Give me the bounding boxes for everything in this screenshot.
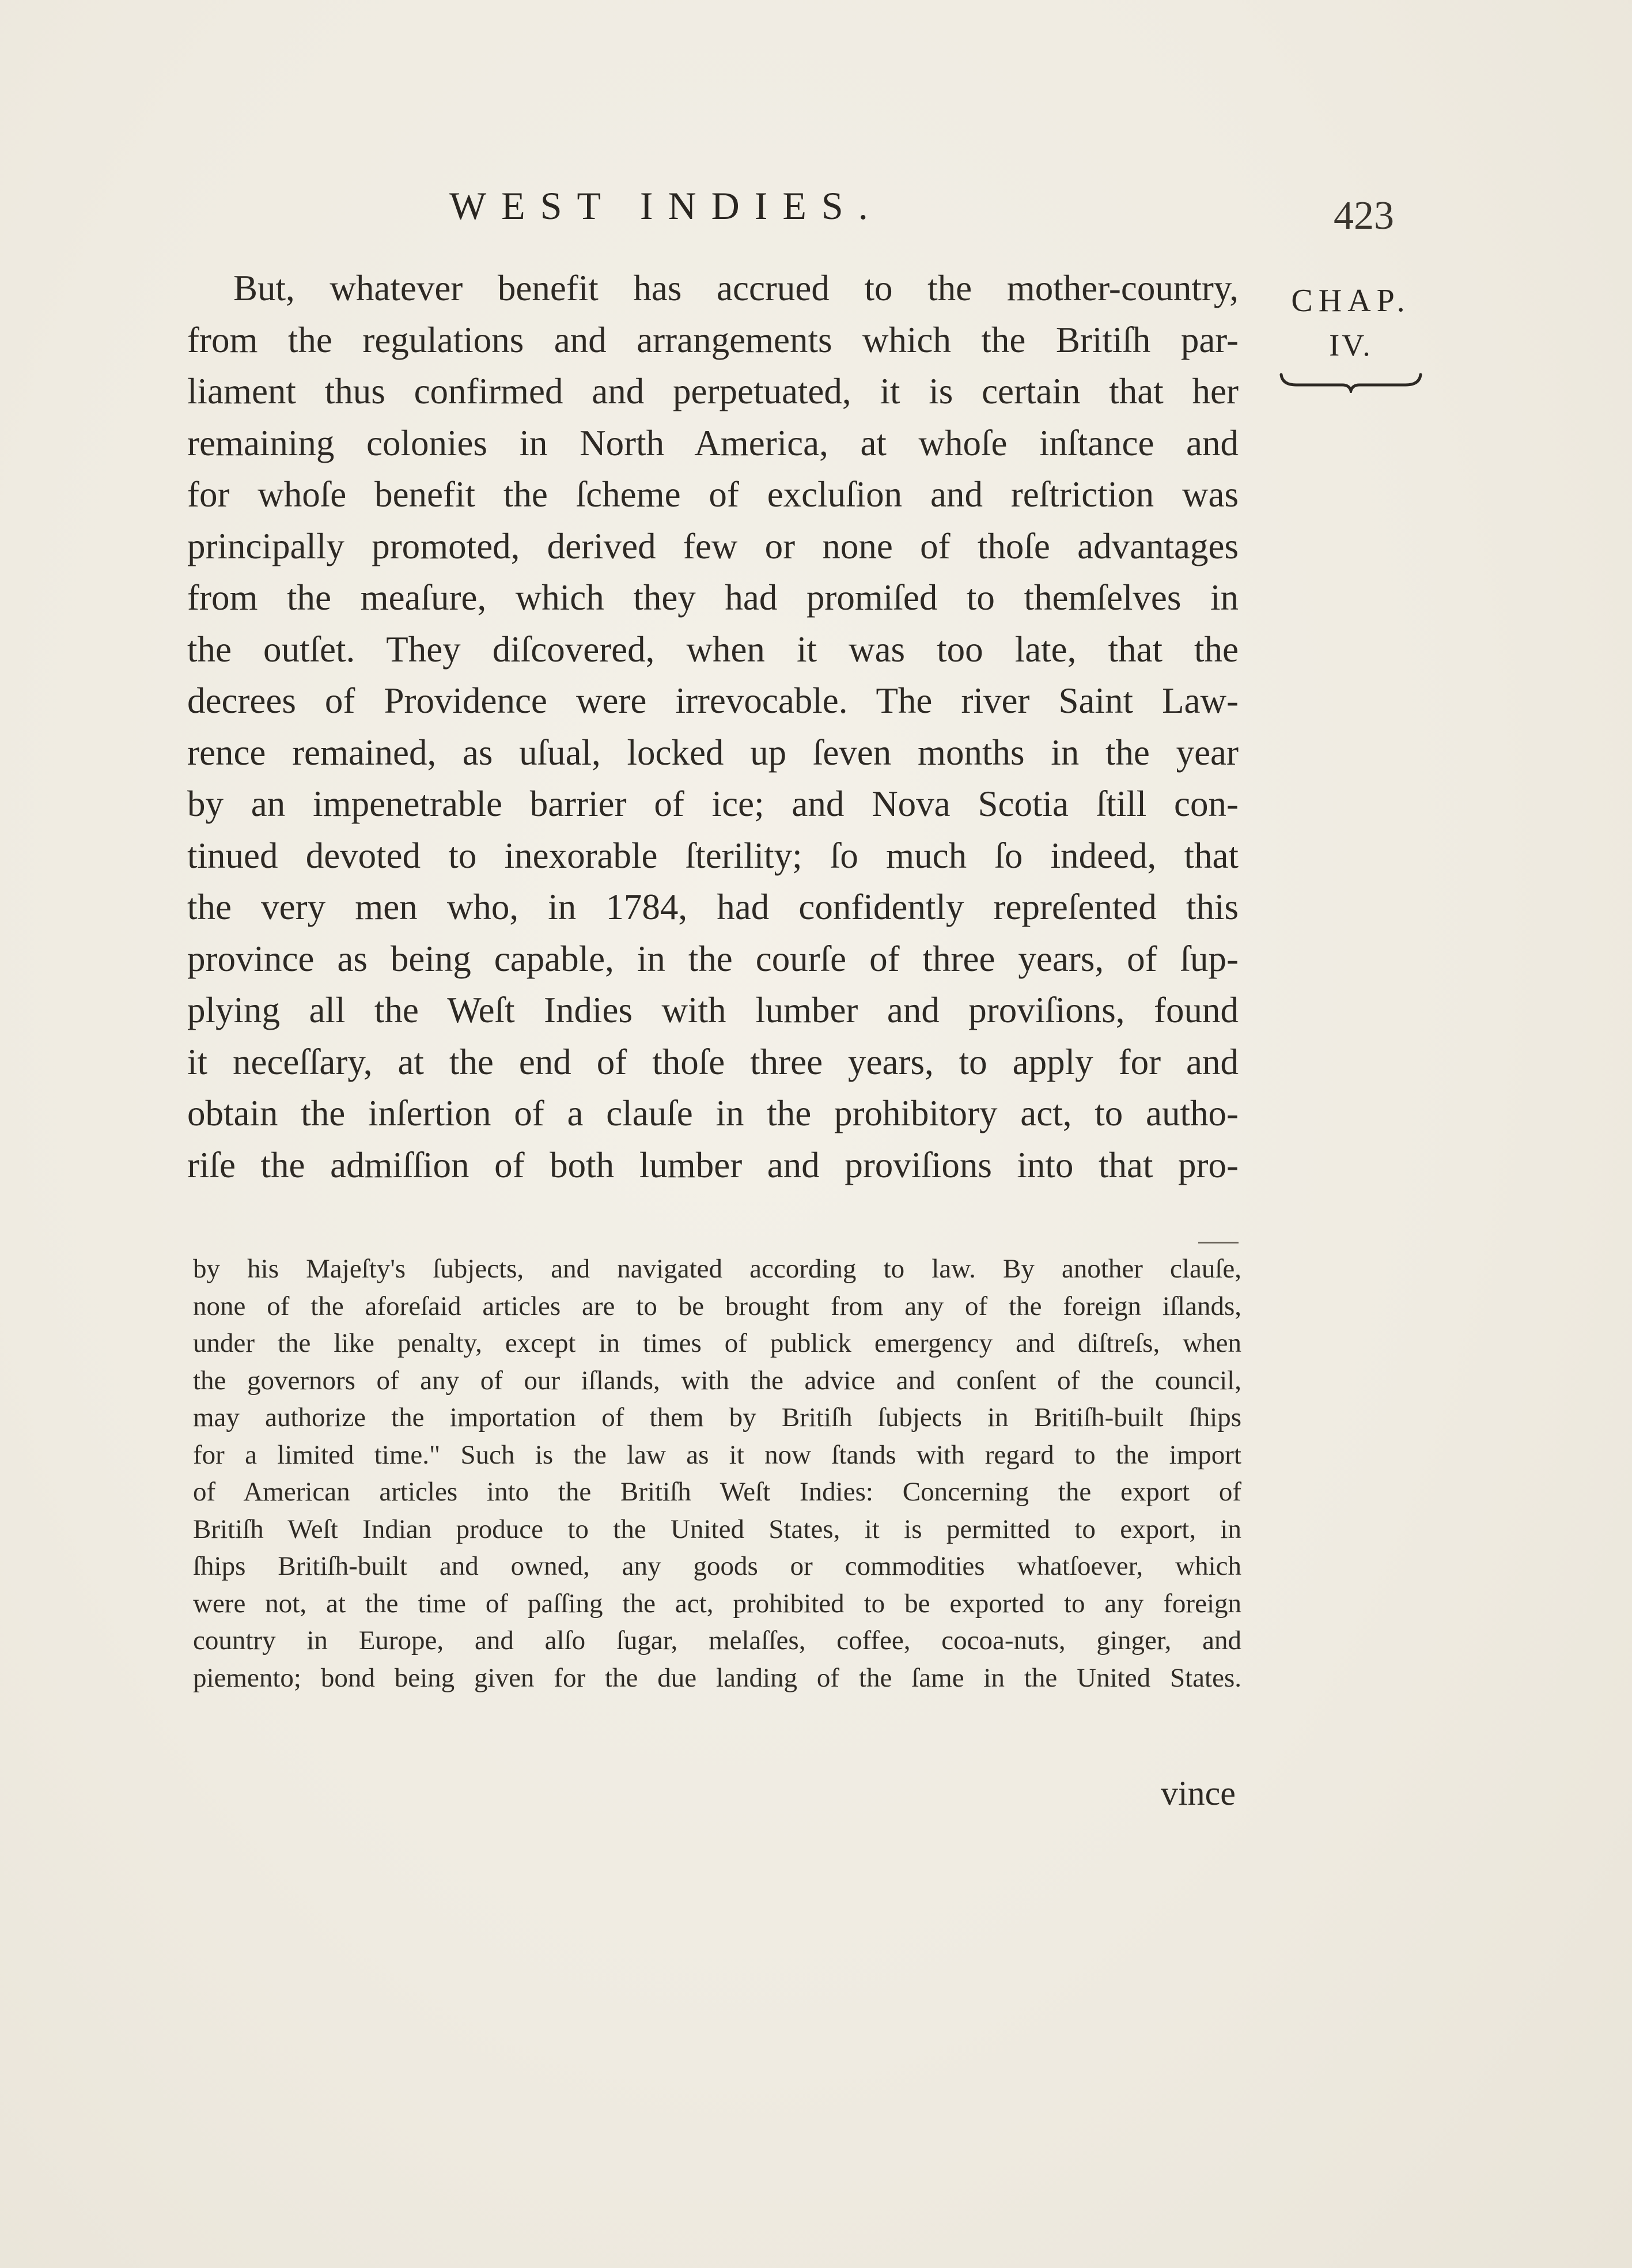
- text-line: for whoſe benefit the ſcheme of excluſion and reſtriction was: [187, 474, 1239, 515]
- footnote-rule: [1198, 1242, 1239, 1243]
- chapter-margin-note: [1276, 278, 1426, 393]
- footnote-line: ſhips Britiſh-built and owned, any goods or commodities whatſoever, which: [193, 1551, 1241, 1581]
- footnote-line: piemento; bond being given for the due landing of the ſame in the United States.: [193, 1662, 1241, 1693]
- footnote-line: country in Europe, and alſo ſugar, melaſſes, coffee, cocoa-nuts, ginger, and: [193, 1626, 1241, 1655]
- text-line: obtain the inſertion of a clauſe in the prohibitory act, to autho-: [187, 1093, 1239, 1133]
- page-number: 423: [1334, 194, 1394, 238]
- text-line: from the regulations and arrangements which the Britiſh par-: [187, 319, 1239, 360]
- brace-ornament-icon: [1279, 370, 1423, 393]
- text-line: province as being capable, in the courſe of three years, of ſup-: [187, 938, 1239, 979]
- text-line: plying all the Weſt Indies with lumber and proviſions, found: [187, 990, 1239, 1030]
- text-line: But, whatever benefit has accrued to the mother-country,: [233, 268, 1239, 308]
- text-line: rence remained, as uſual, locked up ſeven months in the year: [187, 732, 1239, 773]
- text-line: the outſet. They diſcovered, when it was too late, that the: [187, 629, 1239, 670]
- text-line: the very men who, in 1784, had confidently repreſented this: [187, 887, 1239, 927]
- text-line: from the meaſure, which they had promiſed to themſelves in: [187, 577, 1239, 618]
- footnote-line: the governors of any of our iſlands, with the advice and conſent of the council,: [193, 1365, 1241, 1396]
- footnote-line: Britiſh Weſt Indian produce to the United States, it is permitted to export, in: [193, 1514, 1241, 1544]
- footnote-line: may authorize the importation of them by Britiſh ſubjects in Britiſh-built ſhips: [193, 1403, 1241, 1432]
- text-line: remaining colonies in North America, at whoſe inſtance and: [187, 422, 1239, 463]
- main-text-block: [187, 263, 1239, 1191]
- chapter-label: CHAP.: [1291, 283, 1411, 319]
- running-head: WEST INDIES.: [449, 184, 883, 228]
- footnote-line: none of the aforeſaid articles are to be brought from any of the foreign iſlands,: [193, 1291, 1241, 1321]
- text-line: tinued devoted to inexorable ſterility; ſo much ſo indeed, that: [187, 835, 1239, 876]
- catchword: vince: [1161, 1774, 1236, 1812]
- text-line: riſe the admiſſion of both lumber and proviſions into that pro-: [187, 1144, 1239, 1185]
- text-line: principally promoted, derived few or none of thoſe advantages: [187, 526, 1239, 566]
- text-line: liament thus confirmed and perpetuated, it is certain that her: [187, 371, 1239, 411]
- footnote-line: for a limited time." Such is the law as it now ſtands with regard to the import: [193, 1439, 1241, 1470]
- chapter-number: IV.: [1329, 328, 1373, 362]
- text-line: decrees of Providence were irrevocable. The river Saint Law-: [187, 681, 1239, 721]
- footnote-line: by his Majeſty's ſubjects, and navigated according to law. By another clauſe,: [193, 1254, 1241, 1284]
- footnote-line: were not, at the time of paſſing the act, prohibited to be exported to any foreign: [193, 1588, 1241, 1619]
- footnote-block: [193, 1250, 1241, 1696]
- footnote-line: under the like penalty, except in times of publick emergency and diſtreſs, when: [193, 1328, 1241, 1358]
- footnote-line: of American articles into the Britiſh Weſt Indies: Concerning the export of: [193, 1477, 1241, 1507]
- text-line: it neceſſary, at the end of thoſe three years, to apply for and: [187, 1041, 1239, 1082]
- text-line: by an impenetrable barrier of ice; and Nova Scotia ſtill con-: [187, 784, 1239, 824]
